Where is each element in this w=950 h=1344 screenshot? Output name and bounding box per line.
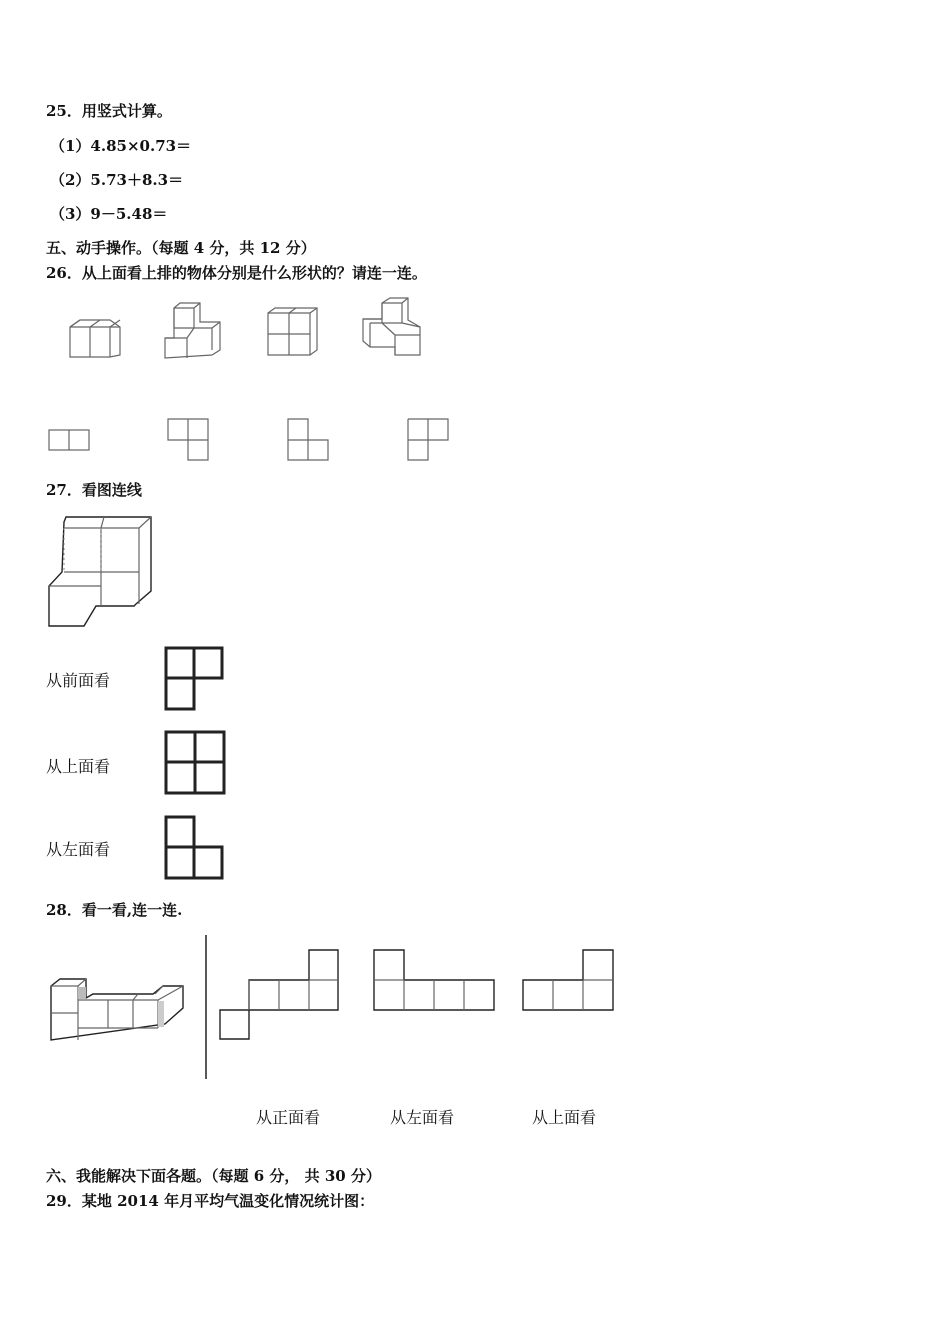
q28-view-shape-1	[218, 948, 342, 1042]
q27-view-top	[164, 730, 230, 798]
q26-object-4	[360, 295, 422, 361]
q26-title: 26．从上面看上排的物体分别是什么形状的？请连一连。	[46, 264, 427, 282]
q28-solid	[48, 976, 188, 1044]
q28-view-front-label: 从正面看	[256, 1108, 321, 1127]
section5-title: 五、动手操作。（每题 4 分，共 12 分）	[46, 239, 316, 257]
section6-title: 六、我能解决下面各题。（每题 6 分， 共 30 分）	[46, 1167, 381, 1185]
q26-object-1	[65, 312, 125, 360]
q27-view-left	[164, 815, 226, 881]
q25-item-3: （3）9－5.48＝	[50, 205, 168, 223]
q25-item-1: （1）4.85×0.73＝	[50, 137, 192, 155]
q28-title: 28．看一看,连一连.	[46, 901, 183, 919]
q28-view-top-label: 从上面看	[532, 1108, 597, 1127]
q26-view-b	[167, 418, 211, 464]
q25-item-2: （2）5.73＋8.3＝	[50, 171, 184, 189]
q29-title: 29．某地 2014 年月平均气温变化情况统计图：	[46, 1192, 375, 1210]
q27-view-front	[164, 646, 226, 712]
q27-view-top-label: 从上面看	[46, 757, 111, 776]
q28-view-left-label: 从左面看	[390, 1108, 455, 1127]
q26-view-c	[287, 418, 331, 464]
q27-view-left-label: 从左面看	[46, 840, 111, 859]
q28-view-shape-3	[521, 948, 617, 1014]
q26-object-3	[265, 305, 321, 361]
q26-object-2	[162, 300, 224, 362]
q28-divider	[204, 935, 208, 1081]
q26-view-a	[48, 429, 92, 453]
q27-title: 27．看图连线	[46, 481, 142, 499]
q26-view-d	[407, 418, 451, 464]
q27-view-front-label: 从前面看	[46, 671, 111, 690]
q28-view-shape-2	[372, 948, 498, 1014]
q27-solid	[46, 514, 156, 630]
q25-title: 25．用竖式计算。	[46, 102, 172, 120]
